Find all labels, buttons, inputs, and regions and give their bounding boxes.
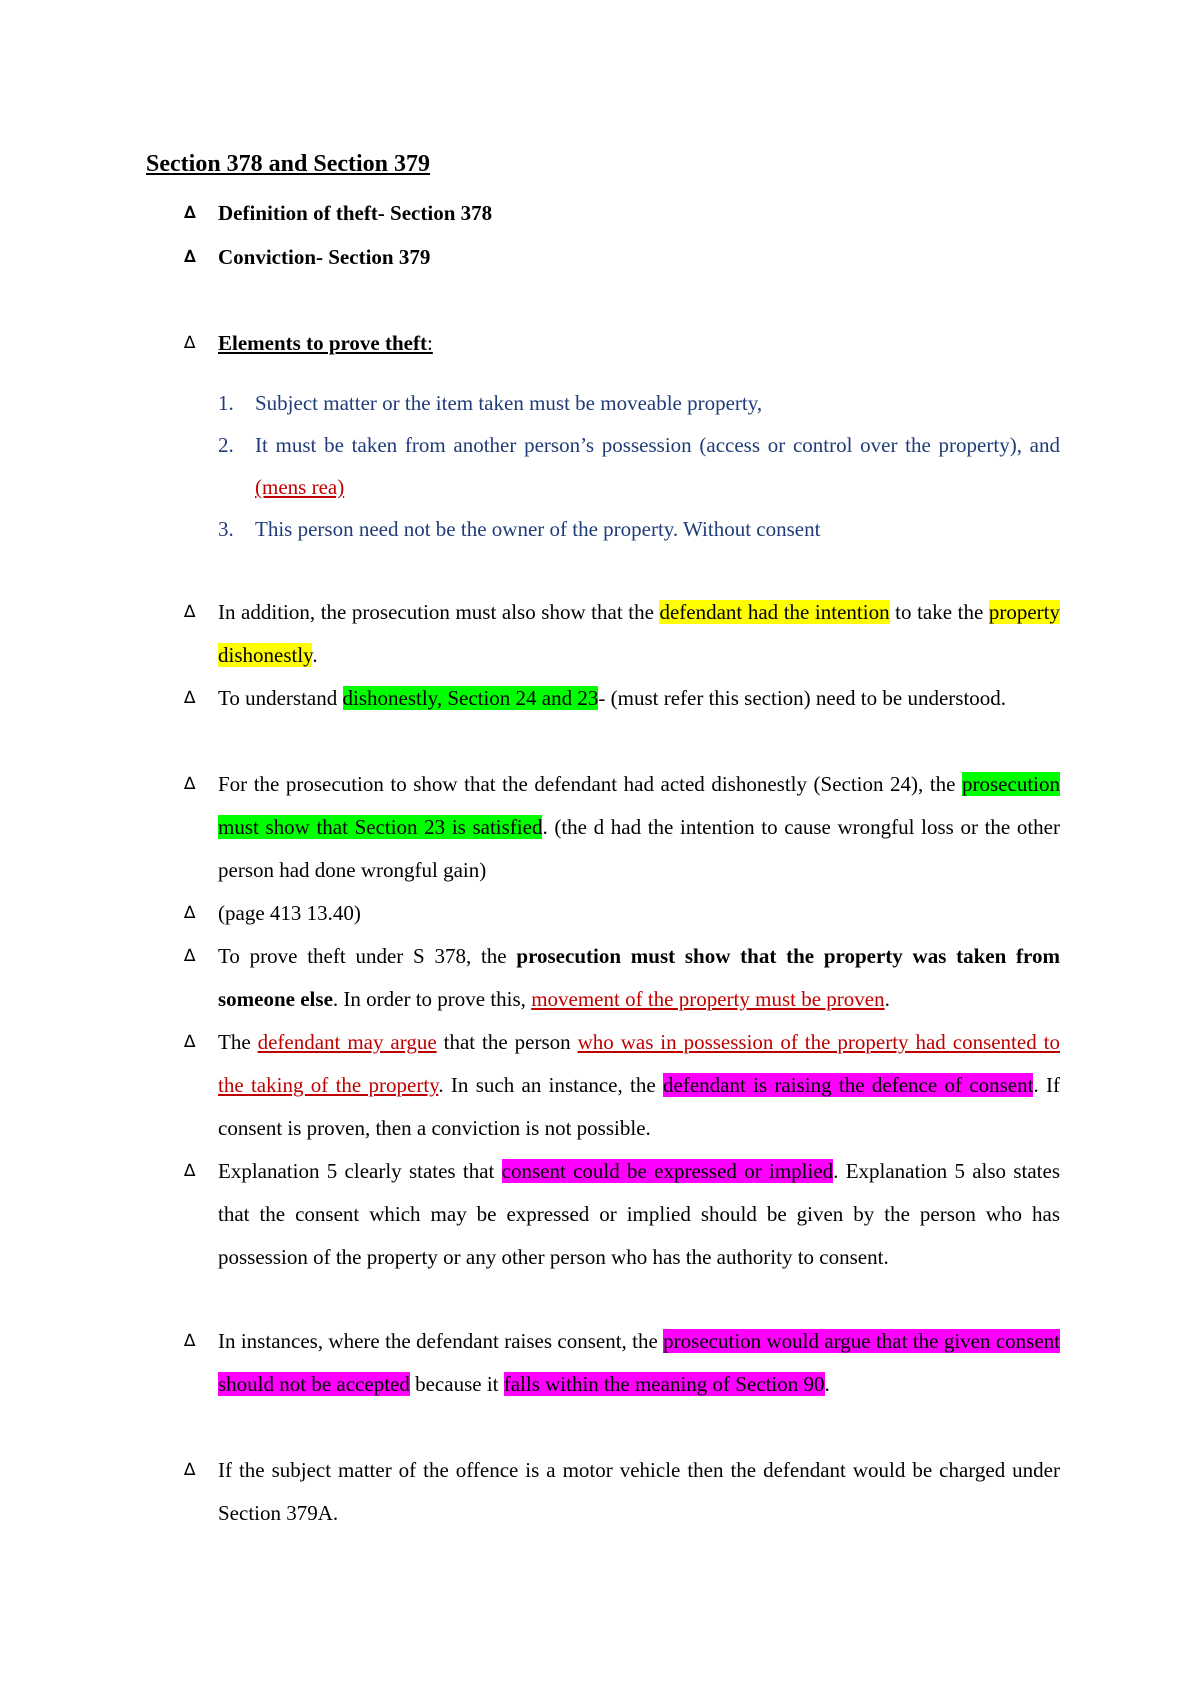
elements-heading: Elements to prove theft: [218, 331, 427, 355]
text-run: . In order to prove this,: [332, 987, 532, 1011]
element-text-main: It must be taken from another person’s possession (access or control over the property), and: [255, 433, 1060, 457]
text-run: If the subject matter of the offence is a motor vehicle then the defendant would be charged under Section 379A.: [218, 1458, 1060, 1525]
element-text: [218, 424, 1060, 508]
delta-bullet-icon: ∆: [184, 1460, 196, 1480]
bullet-conviction: [184, 236, 1060, 279]
element-text: This person need not be the owner of the property. Without consent: [255, 517, 821, 541]
element-number: 2.: [218, 433, 234, 457]
text-run: For the prosecution to show that the defendant had acted dishonestly (Section 24), the: [218, 772, 963, 796]
text-run: - (must refer this section) need to be understood.: [598, 686, 1007, 710]
text-run: to take the: [889, 600, 989, 624]
paragraph-defence-consent: [184, 1021, 1060, 1150]
paragraph-page-ref: [184, 892, 1060, 935]
text-run: In addition, the prosecution must also show that the: [218, 600, 660, 624]
highlight-magenta: falls within the meaning of Section 90: [503, 1372, 825, 1396]
bold-text: prosecution must show that the property was taken from someone else: [218, 944, 1060, 1011]
document-title: Section 378 and Section 379: [146, 151, 431, 177]
paragraph-section-24: [184, 763, 1061, 892]
text-run: To prove theft under S 378, the: [218, 944, 517, 968]
text-run: that the person: [436, 1030, 578, 1054]
paragraph-prove-theft: [184, 935, 1060, 1021]
text-run: Explanation 5 clearly states that: [218, 1159, 502, 1183]
bullet-text: Definition of theft- Section 378: [218, 201, 493, 225]
elements-colon: :: [427, 331, 433, 355]
delta-bullet-icon: ∆: [184, 688, 196, 708]
highlight-yellow: defendant had the intention: [659, 600, 890, 624]
highlight-magenta: prosecution would argue that the given consent should not be accepted: [218, 1329, 1060, 1396]
element-number: 3.: [218, 517, 234, 541]
text-run: To understand: [218, 686, 343, 710]
text-run: In instances, where the defendant raises consent, the: [218, 1329, 664, 1353]
element-item-1: [218, 382, 1060, 424]
text-run: . (the d had the intention to cause wrongful loss or the other person had done wrongful gain): [218, 815, 1061, 882]
text-run: The: [218, 1030, 258, 1054]
highlight-yellow: property dishonestly: [218, 600, 1061, 667]
element-number: 1.: [218, 391, 234, 415]
red-underlined-text: movement of the property must be proven: [531, 987, 885, 1011]
element-text: Subject matter or the item taken must be moveable property,: [255, 391, 763, 415]
text-run: because it: [409, 1372, 504, 1396]
text-run: . Explanation 5 also states that the consent which may be expressed or implied should be given by the person who has possession of the property or any other person who has the authority to consent.: [218, 1159, 1060, 1269]
red-underlined-text: who was in possession of the property had consented to the taking of the property: [218, 1030, 1060, 1097]
delta-bullet-icon: ∆: [184, 1161, 196, 1181]
paragraph-explanation-5: [184, 1150, 1060, 1279]
text-run: (page 413 13.40): [218, 901, 361, 925]
delta-bullet-icon: ∆: [184, 903, 196, 923]
paragraph-section-379a: [184, 1449, 1060, 1535]
highlight-magenta: defendant is raising the defence of consent: [663, 1073, 1034, 1097]
paragraph-dishonestly: [184, 677, 1060, 720]
paragraph-intention: [184, 591, 1061, 677]
delta-bullet-icon: ∆: [184, 1331, 196, 1351]
element-item-2: [218, 424, 1060, 508]
text-run: . In such an instance, the: [438, 1073, 664, 1097]
delta-bullet-icon: ∆: [184, 946, 196, 966]
bullet-elements-heading: [184, 322, 1060, 365]
text-run: . If consent is proven, then a conviction is not possible.: [218, 1073, 1060, 1140]
red-underlined-text: defendant may argue: [257, 1030, 437, 1054]
element-item-3: [218, 508, 1060, 550]
text-run: .: [884, 987, 890, 1011]
paragraph-section-90: [184, 1320, 1060, 1406]
highlight-green: dishonestly, Section 24 and 23: [342, 686, 599, 710]
text-run: .: [312, 643, 318, 667]
highlight-green: prosecution must show that Section 23 is satisfied: [218, 772, 1060, 839]
delta-bullet-icon: ∆: [184, 203, 196, 223]
delta-bullet-icon: ∆: [184, 333, 196, 353]
text-run: .: [824, 1372, 830, 1396]
delta-bullet-icon: ∆: [184, 602, 196, 622]
delta-bullet-icon: ∆: [184, 247, 196, 267]
bullet-text: Conviction- Section 379: [218, 245, 431, 269]
highlight-magenta: consent could be expressed or implied: [501, 1159, 834, 1183]
bullet-definition: [184, 192, 1060, 235]
mens-rea-note: (mens rea): [255, 475, 345, 499]
delta-bullet-icon: ∆: [184, 1032, 196, 1052]
delta-bullet-icon: ∆: [184, 774, 196, 794]
